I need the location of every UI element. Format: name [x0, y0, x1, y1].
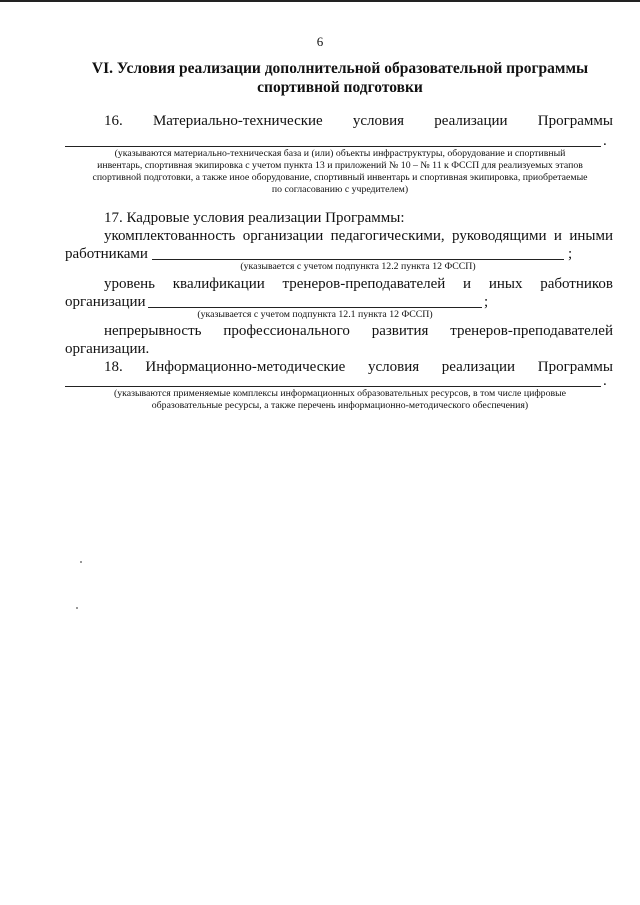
item16-fill-line [65, 146, 601, 147]
item17-qualification-line [104, 275, 613, 293]
item17-staffing-note: (указывается с учетом подпункта 12.2 пункта 12 ФССП) [240, 261, 476, 272]
item18-fill-line [65, 386, 601, 387]
item17-staffing-word: руководящими [452, 228, 547, 244]
item18-note-line: образовательные ресурсы, а также перечень информационно-методического обеспечения) [151, 400, 529, 411]
item16-word: Программы [537, 113, 613, 129]
item17-continuity-line [104, 322, 613, 340]
page-number: 6 [316, 34, 324, 49]
item17-qualification-end: ; [484, 294, 489, 310]
item16-line [104, 112, 613, 130]
item18-word: Программы [537, 359, 613, 375]
item16-note-line: спортивной подготовки, а также иное оборудование, спортивный инвентарь и спортивная экипировка, приобретаемые [92, 172, 588, 183]
item16-word: Материально-технические [152, 113, 323, 129]
item18-word: условия [367, 359, 420, 375]
item17-staffing-line [104, 227, 613, 245]
section-title [60, 59, 620, 97]
item17-cont-word: непрерывность [104, 323, 202, 339]
item17-qual-word: иных [488, 276, 523, 292]
item16-note-line: инвентарь, спортивная экипировка с учетом пункта 13 и приложений № 10 – № 11 к ФССП для реализуемых этапов [97, 160, 583, 171]
item16-word: реализации [434, 113, 508, 129]
item18-word: Информационно-методические [145, 359, 346, 375]
item17-qual-word: и [463, 276, 472, 292]
item17-staffing-word: педагогическими, [330, 228, 445, 244]
item17-staffing-word: укомплектованность [104, 228, 236, 244]
item16-end-period: . [603, 133, 607, 149]
item17-cont-word: профессионального [223, 323, 350, 339]
item17-qualification-note: (указывается с учетом подпункта 12.1 пункта 12 ФССП) [197, 309, 433, 320]
item17-continuity-tail: организации. [65, 341, 150, 357]
item16-note-line: (указываются материально-техническая база и (или) объекты инфраструктуры, оборудование и спортивный [114, 148, 566, 159]
item18-line [104, 358, 613, 376]
item16-note [60, 148, 620, 196]
item17-cont-word: развития [371, 323, 429, 339]
section-title-line-1: VI. Условия реализации дополнительной образовательной программы [91, 60, 589, 77]
item17-qual-word: уровень [104, 276, 156, 292]
scan-speck [80, 561, 82, 563]
item16-number: 16. [104, 113, 123, 129]
item16-note-line: по согласованию с учредителем) [271, 184, 409, 195]
section-title-line-2: спортивной подготовки [257, 79, 423, 96]
item17-cont-word: тренеров-преподавателей [450, 323, 613, 339]
item17-qual-word: тренеров-преподавателей [282, 276, 446, 292]
item17-staffing-word: организации [242, 228, 324, 244]
item17-staffing-word: и [553, 228, 562, 244]
item18-note-line: (указываются применяемые комплексы информационных образовательных ресурсов, в том числе цифровые [113, 388, 567, 399]
item17-qual-word: работников [540, 276, 613, 292]
item18-end-period: . [603, 373, 607, 389]
item17-qualification-tail: организации [65, 294, 146, 310]
item18-number: 18. [104, 359, 123, 375]
item17-qual-word: квалификации [172, 276, 265, 292]
item17-staffing-tail: работниками [65, 246, 148, 262]
item16-word: условия [352, 113, 405, 129]
item17-staffing-word: иными [569, 228, 613, 244]
item18-word: реализации [441, 359, 516, 375]
item17-heading: 17. Кадровые условия реализации Программы: [104, 210, 405, 226]
item17-staffing-end: ; [568, 246, 573, 262]
scan-top-edge [0, 0, 640, 2]
item17-qualification-fill-line [148, 307, 482, 308]
scan-speck [76, 607, 78, 609]
item17-staffing-fill-line [152, 259, 564, 260]
item18-note [60, 388, 620, 412]
